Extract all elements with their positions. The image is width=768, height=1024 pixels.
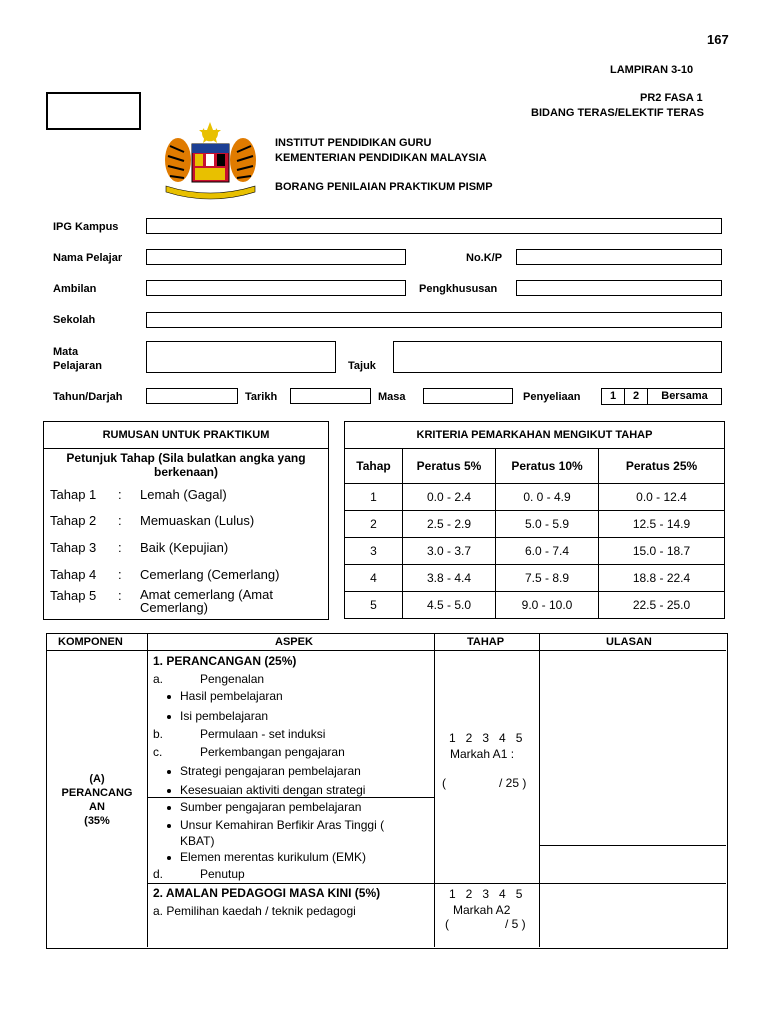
lampiran-label: LAMPIRAN 3-10	[610, 64, 694, 76]
row-divider	[539, 845, 726, 846]
item-a-letter: a.	[153, 672, 164, 686]
rumusan-title: RUMUSAN UNTUK PRAKTIKUM	[44, 422, 328, 449]
ambilan-label: Ambilan	[53, 283, 97, 295]
kriteria-cell: 1	[345, 484, 403, 511]
item-b-text: Permulaan - set induksi	[200, 727, 326, 741]
kriteria-cell: 0.0 - 2.4	[403, 484, 496, 511]
sekolah-label: Sekolah	[53, 314, 96, 326]
section1-title: 1. PERANCANGAN (25%)	[153, 654, 297, 668]
penyeliaan-options	[601, 388, 722, 405]
tajuk-label: Tajuk	[348, 360, 376, 372]
bullet-icon	[167, 789, 171, 793]
pelajaran-label: Pelajaran	[53, 360, 102, 372]
level-tahap: Tahap 2	[50, 513, 97, 528]
item-c-letter: c.	[153, 745, 163, 759]
no-kp-field[interactable]	[516, 249, 722, 265]
level-description: Memuaskan (Lulus)	[140, 513, 255, 528]
kriteria-cell: 2.5 - 2.9	[403, 511, 496, 538]
komponen-line: PERANCANG	[61, 787, 133, 799]
level-description: Baik (Kepujian)	[140, 540, 229, 555]
row-divider	[147, 883, 726, 884]
bidang-label: BIDANG TERAS/ELEKTIF TERAS	[531, 107, 704, 119]
kriteria-cell: 0. 0 - 4.9	[496, 484, 599, 511]
ipg-kampus-field[interactable]	[146, 218, 722, 234]
stamp-box	[46, 92, 141, 130]
nama-pelajar-field[interactable]	[146, 249, 406, 265]
score-a1-close: / 25 )	[499, 776, 527, 790]
score-a2-close: / 5 )	[505, 917, 526, 931]
kriteria-cell: 0.0 - 12.4	[599, 484, 725, 511]
ipg-kampus-label: IPG Kampus	[53, 221, 119, 233]
header-divider	[46, 650, 726, 651]
kriteria-header: Peratus 25%	[599, 449, 725, 484]
pengkhususan-field[interactable]	[516, 280, 722, 296]
level-separator: :	[118, 513, 122, 528]
kriteria-cell: 18.8 - 22.4	[599, 565, 725, 592]
coat-of-arms-logo	[158, 120, 263, 200]
penyeliaan-option-bersama[interactable]: Bersama	[661, 390, 708, 402]
kriteria-row	[345, 565, 725, 592]
level-description: Lemah (Gagal)	[140, 487, 227, 502]
kriteria-cell: 7.5 - 8.9	[496, 565, 599, 592]
tahap-a2-scale[interactable]: 1 2 3 4 5	[449, 887, 523, 901]
level-description: Amat cemerlang (Amat Cemerlang)	[140, 587, 273, 615]
kriteria-title: KRITERIA PEMARKAHAN MENGIKUT TAHAP	[345, 422, 725, 449]
petunjuk-line1: Petunjuk Tahap (Sila bulatkan angka yang	[66, 451, 306, 465]
kriteria-cell: 2	[345, 511, 403, 538]
komponen-line: (35%	[84, 815, 110, 827]
bullet-icon	[167, 824, 171, 828]
page-number: 167	[707, 32, 729, 47]
item-a-bullet: Hasil pembelajaran	[180, 689, 283, 703]
item-d-letter: d.	[153, 867, 164, 881]
kriteria-cell: 9.0 - 10.0	[496, 592, 599, 619]
level-separator: :	[118, 567, 122, 582]
header-aspek: ASPEK	[275, 636, 313, 648]
no-kp-label: No.K/P	[466, 252, 503, 264]
penyeliaan-option-1[interactable]: 1	[602, 389, 625, 404]
header-ulasan: ULASAN	[606, 636, 652, 648]
tahun-darjah-label: Tahun/Darjah	[53, 391, 123, 403]
kriteria-cell: 5.0 - 5.9	[496, 511, 599, 538]
header-komponen: KOMPONEN	[58, 636, 123, 648]
level-tahap: Tahap 1	[50, 487, 97, 502]
masa-field[interactable]	[423, 388, 513, 404]
ambilan-field[interactable]	[146, 280, 406, 296]
kriteria-row	[345, 592, 725, 619]
institution-line2: KEMENTERIAN PENDIDIKAN MALAYSIA	[275, 152, 487, 164]
item-a-text: Pengenalan	[200, 672, 265, 686]
item-d-text: Penutup	[200, 867, 245, 881]
level-description: Cemerlang (Cemerlang)	[140, 567, 280, 582]
item-c-bullet: Kesesuaian aktiviti dengan strategi	[180, 783, 366, 797]
kriteria-cell: 6.0 - 7.4	[496, 538, 599, 565]
kriteria-cell: 22.5 - 25.0	[599, 592, 725, 619]
level-tahap: Tahap 5	[50, 588, 97, 603]
bullet-icon	[167, 770, 171, 774]
bullet-icon	[167, 856, 171, 860]
pengkhususan-label: Pengkhususan	[419, 283, 498, 295]
kriteria-header: Peratus 10%	[496, 449, 599, 484]
komponen-table	[46, 633, 728, 949]
kriteria-row	[345, 484, 725, 511]
masa-label: Masa	[378, 391, 406, 403]
col-divider	[539, 633, 540, 947]
fasa-label: PR2 FASA 1	[640, 92, 703, 104]
penyeliaan-option-2[interactable]: 2	[625, 389, 648, 404]
tarikh-label: Tarikh	[245, 391, 278, 403]
section2-item: a. Pemilihan kaedah / teknik pedagogi	[153, 904, 356, 918]
level-separator: :	[118, 540, 122, 555]
item-c-text: Perkembangan pengajaran	[200, 745, 345, 759]
tahun-darjah-field[interactable]	[146, 388, 238, 404]
score-a1-open: (	[442, 776, 446, 790]
kriteria-cell: 4	[345, 565, 403, 592]
mata-pelajaran-field[interactable]	[146, 341, 336, 373]
kriteria-cell: 5	[345, 592, 403, 619]
penyeliaan-label: Penyeliaan	[523, 391, 581, 403]
level-tahap: Tahap 3	[50, 540, 97, 555]
komponen-line: AN	[89, 801, 105, 813]
kriteria-cell: 3.0 - 3.7	[403, 538, 496, 565]
item-c-bullet-continued: KBAT)	[180, 834, 215, 848]
sekolah-field[interactable]	[146, 312, 722, 328]
form-title: BORANG PENILAIAN PRAKTIKUM PISMP	[275, 181, 493, 193]
level-separator: :	[118, 487, 122, 502]
col-divider	[147, 633, 148, 947]
bullet-icon	[167, 695, 171, 699]
col-divider	[434, 633, 435, 947]
bullet-icon	[167, 806, 171, 810]
row-divider	[147, 797, 435, 798]
kriteria-cell: 4.5 - 5.0	[403, 592, 496, 619]
institution-line1: INSTITUT PENDIDIKAN GURU	[275, 137, 432, 149]
nama-pelajar-label: Nama Pelajar	[53, 252, 123, 264]
level-tahap: Tahap 4	[50, 567, 97, 582]
item-c-bullet: Strategi pengajaran pembelajaran	[180, 764, 361, 778]
item-c-bullet: Sumber pengajaran pembelajaran	[180, 800, 362, 814]
markah-a2-label: Markah A2	[453, 903, 511, 917]
kriteria-cell: 3.8 - 4.4	[403, 565, 496, 592]
header-tahap: TAHAP	[467, 636, 505, 648]
komponen-line: (A)	[89, 773, 105, 785]
tahap-a1-scale[interactable]: 1 2 3 4 5	[449, 731, 523, 745]
item-b-letter: b.	[153, 727, 164, 741]
tarikh-field[interactable]	[290, 388, 371, 404]
level-separator: :	[118, 588, 122, 603]
item-a-bullet: Isi pembelajaran	[180, 709, 269, 723]
komponen-label	[47, 772, 147, 828]
mata-label: Mata	[53, 346, 79, 358]
kriteria-cell: 12.5 - 14.9	[599, 511, 725, 538]
item-c-bullet: Elemen merentas kurikulum (EMK)	[180, 850, 367, 864]
petunjuk-line2: berkenaan)	[153, 465, 219, 479]
kriteria-row	[345, 511, 725, 538]
kriteria-header: Tahap	[345, 449, 403, 484]
kriteria-table	[344, 421, 725, 619]
kriteria-row	[345, 538, 725, 565]
score-a2-open: (	[445, 917, 449, 931]
kriteria-cell: 3	[345, 538, 403, 565]
markah-a1-label: Markah A1 :	[450, 747, 515, 761]
kriteria-cell: 15.0 - 18.7	[599, 538, 725, 565]
tajuk-field[interactable]	[393, 341, 722, 373]
bullet-icon	[167, 715, 171, 719]
item-c-bullet: Unsur Kemahiran Berfikir Aras Tinggi (	[180, 818, 385, 832]
kriteria-header: Peratus 5%	[403, 449, 496, 484]
section2-title: 2. AMALAN PEDAGOGI MASA KINI (5%)	[153, 886, 381, 900]
